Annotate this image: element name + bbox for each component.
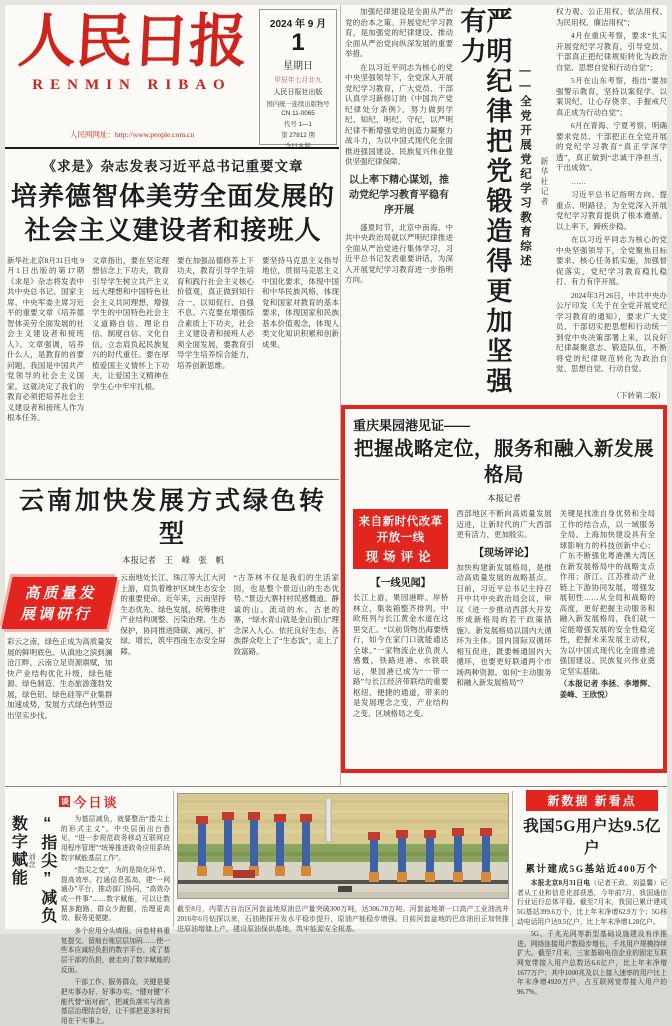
paragraph: 多个应用分头填报、问卷材料重复提交、留痕台账层层加码……使一些本应减轻负担的数字平台，成了基层干部的负担，就走向了数字赋能的反面。 <box>60 928 170 974</box>
date-day: 1 <box>291 29 305 56</box>
article-guoyuan-redbox <box>341 405 667 773</box>
discipline-subhead: 以上率下精心谋划，推动党纪学习教育平稳有序开展 <box>349 174 449 216</box>
paragraph: 在以习近平同志为核心的党中央坚强领导下，全党聚焦目标要求、核心任务抓实施，加强督促落实，党纪学习教育稳扎稳打、有力有序开展。 <box>556 235 667 286</box>
paragraph: 权力观、公正用权、依法用权、为民用权、廉洁用权”； <box>556 7 667 27</box>
paragraph: 干部工作、服务群众，关键是要把实事办好、好事办实。“键对键”不能代替“面对面”，把减负落实与改善基层治理结合好，让干部把更多时间用在干实事上。 <box>60 979 170 1025</box>
yunnan-byline: 本报记者 王 峰 张 帆 <box>121 555 224 565</box>
article-qiushi <box>7 155 339 477</box>
paragraph: 4月在重庆考察，要求“扎实开展党纪学习教育，引导党员、干部真正把纪律规矩转化为政治自觉、思想自觉和行动自觉”； <box>556 31 667 72</box>
guoyuan-byline: 本报记者 <box>486 493 521 504</box>
today-talk-title-line1: “指尖”减负 <box>38 815 56 925</box>
qiushi-column-4: 要坚持马克思主义指导地位，贯彻马克思主义中国化要求，体现中国和中华民族风格，体现党和国家对教育的基本要求，体现国家和民族基本价值观念，体现人类文化知识积累和创新成果。 <box>262 255 339 349</box>
masthead <box>9 9 255 94</box>
paragraph: 为基层减负，就要整治“指尖上的形式主义”。中央层面出台意见，“进一步规范政务移动互联网应用程序管理”“统筹推进政务应用系统数字赋能基层工作”。 <box>60 816 170 862</box>
photo-oil-field <box>177 793 509 899</box>
guoyuan-headline: 把握战略定位，服务和融入新发展格局 <box>353 438 654 486</box>
guoyuan-column-3 <box>560 509 655 777</box>
guoyuan-column-1-text: 长江上游，果园港畔。岸桥林立，集装箱整齐排列，中欧班列与长江黄金水道在这里交汇。“以前货物出海要绕行，如今在家门口就能通达全球。”一家物流企业负责人感慨。铁路进港、水铁联运，果园港已成为“一带一路”与长江经济带联结的重要枢纽。便捷的通道，带来的是发展理念之变、产业结构之变、区域格局之变。 <box>353 593 449 718</box>
qiushi-kicker: 《求是》杂志发表习近平总书记重要文章 <box>42 159 304 174</box>
paragraph <box>517 879 667 927</box>
pages-today <box>263 141 333 150</box>
paragraph: 6月在青海、宁夏考察，明确要求党员、干部把正在全党开展的党纪学习教育“真正学深学透”，真正做到“忠诚干净担当，干出成效”。 <box>556 121 667 172</box>
qiushi-column-3: 要在加强品德修养上下功夫，教育引导学生培育和践行社会主义核心价值观，真正做到知行合一、以知促行、自强不息。六克要在增强综合素质上下功夫，社会主义建设者和接班人必须全面发展，要教育引导学生培养综合能力，培养创新思维。 <box>177 255 254 370</box>
guoyuan-column-2 <box>456 509 551 777</box>
yunnan-column-1 <box>7 573 112 808</box>
discipline-left-column <box>345 7 453 401</box>
divider-talk-photo <box>173 791 174 927</box>
dateline: 本报北京8月31日电 <box>530 880 591 887</box>
date-month: 2024 年 9 月 <box>269 19 327 30</box>
issn-label: 国内统一连续出版物号 <box>266 101 330 109</box>
guoyuan-column-1 <box>353 509 448 777</box>
badge-line-2: 现场评论 <box>365 550 436 565</box>
paragraph: 加强纪律建设是全面从严治党的治本之策。开展党纪学习教育，是加强党的纪律建设、推动全面从严治党向纵深发展的重要举措。 <box>345 7 453 58</box>
paragraph: 习近平总书记指明方向、提重点、明路径，为全党深入开展党纪学习教育提供了根本遵循。以上率下，蹄疾步稳。 <box>556 190 667 231</box>
masthead-pinyin: RENMIN RIBAO <box>32 77 232 93</box>
diaoyan-badge: 高质量发展调研行 <box>1 577 117 629</box>
date-weekday: 星期日 <box>283 61 313 73</box>
today-talk-label: 今日谈 <box>73 795 119 810</box>
discipline-byline: 新华社记者 <box>540 157 549 207</box>
continued-marker: （下转第二版） <box>609 391 666 402</box>
5g-subhead: 累计建成5G基站近400万个 <box>525 865 659 875</box>
article-today-talk <box>8 790 170 1025</box>
paragraph: …… <box>571 176 586 186</box>
bottom-row-rule <box>5 786 667 787</box>
badge-line-1: 来自新时代改革开放一线 <box>358 516 443 545</box>
qiushi-yunnan-rule <box>5 479 339 480</box>
today-talk-logo-icon: 谈 <box>60 797 69 806</box>
yunnan-column-1-text: 彩云之南，绿色正成为高质量发展的鲜明底色。从滇池之滨到澜沧江畔，云南立足资源禀赋，加快产业结构优化升级，绿色能源、绿色制造、生态旅游蓬勃发展，绿色铝、绿色硅等产业集群加速成势，发展方式绿色转型迈出坚实步伐。 <box>7 637 113 720</box>
guoyuan-column-2-text: 加快构建新发展格局，是推动高质量发展的战略基点。日前，习近平总书记主持召开中共中央政治局会议，审议《进一步推动西部大开发形成新格局的若干政策措施》。新发展格局以国内大循环为主体、国内国际双循环相互促进，既要畅通国内大循环，也要更好联通两个市场两种资源。如何“主动服务和融入新发展格局”？ <box>456 562 552 688</box>
article-yunnan <box>7 485 339 783</box>
discipline-right-column <box>556 7 667 401</box>
qiushi-column-1: 新华社北京8月31日电 9月1日出版的第17期《求是》杂志将发表中共中央总书记、国家主席、中央军委主席习近平的重要文章《培养德智体美劳全面发展的社会主义建设者和接班人》。文章强调，培养什么人，是教育的首要问题。我国是中国共产党领导的社会主义国家，这就决定了我们的教育必须把培养社会主义建设者和接班人作为根本任务。 <box>7 255 84 423</box>
5g-body <box>517 879 667 998</box>
publisher-line: 人民日报社出版 <box>273 89 323 97</box>
divider-photo-5g <box>512 791 513 927</box>
paragraph: 5G、千兆光网等新型基础设施建设有序推进。网络连接用户数稳步增长，千兆用户规模持续扩大。截至7月末，三家基础电信企业的固定互联网宽带接入用户总数达6.6亿户，比上年末净增1677万户；其中1000兆及以上接入速率的用户比上年末净增4920万户，占互联网宽带接入用户的96.7%。 <box>517 931 667 997</box>
discipline-headline: 严明纪律把党锻造得更加坚强有力 <box>457 7 513 397</box>
issue-number: 第 27812 期 <box>281 132 315 140</box>
oil-field-illustration <box>178 794 508 898</box>
guoyuan-signature: （本报记者 李拯、李增辉、姜峰、王欣悦） <box>559 679 655 699</box>
qiushi-headline-line2: 社会主义建设者和接班人 <box>24 215 322 246</box>
today-talk-author: 刘念 <box>27 853 37 868</box>
postal-code: 代号 1—1 <box>284 121 312 129</box>
reform-frontline-badge <box>353 509 448 569</box>
guoyuan-kicker: 重庆果园港见证—— <box>353 418 471 433</box>
today-talk-badge <box>8 792 170 811</box>
yunnan-headline: 云南加快发展方式绿色转型 <box>18 487 327 548</box>
section-head-xianchangpinglun: 【现场评论】 <box>473 547 534 559</box>
paragraph: 盛夏时节，北京中南海。中共中央政治局就以严明纪律推进全面从严治党进行集体学习，习近平总书记发表重要讲话，为深入开展党纪学习教育进一步指明方向。 <box>345 222 453 284</box>
qiushi-headline-line1: 培养德智体美劳全面发展的 <box>10 181 335 211</box>
masthead-rule <box>5 147 339 149</box>
article-discipline <box>345 7 667 401</box>
today-talk-body <box>60 815 170 1025</box>
paragraph: 2024年3月26日，中共中央办公厅印发《关于在全党开展党纪学习教育的通知》，要求广大党员、干部切实把思想和行动统一到党中央决策部署上来，以良好纪律凝聚意志、锻造队伍，不断将党的纪律规范转化为政治自觉、思想自觉、行动自觉。 <box>556 290 667 373</box>
5g-headline: 我国5G用户达9.5亿户 <box>523 818 661 857</box>
yunnan-column-3: “古茶林不仅是我们的生活家园，也是整个景迈山的生态优势。”景迈大寨村村民感慨道。静谧的山、流动的水、古老的寨，“绿水青山就是金山银山”理念深入人心。依托良好生态，各族群众吃上了“生态饭”，走上了致富路。 <box>233 573 339 656</box>
today-talk-title-block <box>8 815 56 927</box>
paragraph: 5月在山东考察，指出“要加强警示教育，坚持以案促学、以案说纪，让心存侥幸、手握戒尺真正成为行动自觉”； <box>556 76 667 117</box>
date-box <box>259 9 337 145</box>
new-data-badge: 新数据 新看点 <box>526 790 658 811</box>
today-talk-title-line2: 数字赋能 <box>9 815 27 887</box>
paragraph: 在以习近平同志为核心的党中央坚强领导下，全党深入开展党纪学习教育，广大党员、干部认真学习新修订的《中国共产党纪律处分条例》，努力做到学纪、知纪、明纪、守纪，以严明纪律不断增强党的创造力凝聚力战斗力，为以中国式现代化全面推进强国建设、民族复兴伟业提供坚强纪律保障。 <box>345 62 453 166</box>
discipline-subtitle: ——全党开展党纪学习教育综述 <box>519 65 531 269</box>
section-head-yixianjianwen: 【一线见闻】 <box>370 578 431 590</box>
article-5g <box>517 790 667 997</box>
website-line: 人民网网址：http://www.people.com.cn <box>69 130 195 139</box>
paragraph-text: （记者王政、刘温馨）记者从工业和信息化部获悉，今年前7月，我国通信行业运行总体平稳。截至7月末，我国已累计建成5G基站399.6万个，比上年末净增62.9万个；5G移动电话用户达9.5亿户，比上年末净增1.28亿户。 <box>517 880 667 926</box>
yunnan-column-2: 云南地处长江、珠江等大江大河上游，肩负着维护区域生态安全的重要使命。近年来，云南坚持生态优先、绿色发展，统筹推进产业结构调整、污染治理、生态保护，协同推进降碳、减污、扩绿、增长，筑牢西南生态安全屏障。 <box>120 573 226 656</box>
qiushi-column-2: 文章指出，要在坚定理想信念上下功夫，教育引导学生树立共产主义远大理想和中国特色社会主义共同理想，增强学生的中国特色社会主义道路自信、理论自信、制度自信、文化自信，立志肩负起民族复兴的时代重任。要在厚植爱国主义情怀上下功夫，让爱国主义精神在学生心中牢牢扎根。 <box>92 255 169 391</box>
guoyuan-column-2-intro: 西部地区不断向高质量发展迈进，让新时代的广大西部更有活力、更加殷实。 <box>456 509 552 540</box>
paragraph: “指尖之变”，为的是简化环节、提高效率。打通信息孤岛，建“一网通办”平台，推动部门协同，“高效办成一件事”……数字赋能，可以让数据多跑路、群众少跑腿，治理更高效、服务更便捷。 <box>60 867 170 923</box>
masthead-title: 人民日报 <box>16 9 248 74</box>
issn-number: CN 11-0065 <box>281 110 315 118</box>
guoyuan-column-3-text: 关键是找准自身优势和全局工作的结合点，以一域服务全局。上海加快建设具有全球影响力的科技创新中心；广东不断强化粤港澳大湾区在新发展格局中的战略支点作用；浙江、江苏推动产业链上下游协同发展，增强发展韧性……从全局和战略的高度，更好把握主动服务和融入新发展格局，我们就一定能增强发展的安全性稳定性，把握未来发展主动权，为以中国式现代化全面推进强国建设、民族复兴伟业奠定坚实基础。 <box>559 509 655 676</box>
date-lunar: 甲辰年七月廿九 <box>274 77 322 85</box>
photo-caption: 截至8月，内蒙古自治区河套盆地原油总产量突破300万吨，达306.78万吨。河套盆地第一口高产工业油流井2016年6月钻探以来，石油勘探开发水平稳步提升，原油产能稳步增强。目前河套盆地的巴彦油田正加快推进原油增储上产，建设原油保供基地，筑牢能源安全根基。 <box>177 905 509 934</box>
